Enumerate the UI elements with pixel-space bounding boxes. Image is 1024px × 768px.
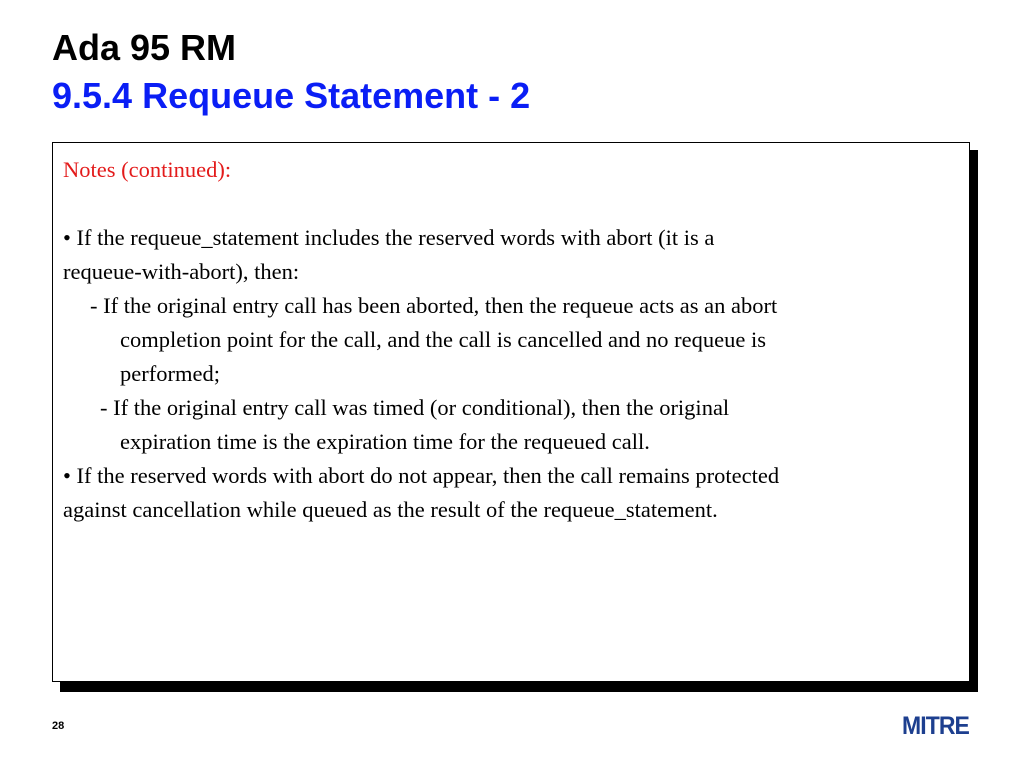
sub-item-2-cont: expiration time is the expiration time for the requeued call. xyxy=(120,429,650,454)
sub-item-2: - If the original entry call was timed (or conditional), then the original xyxy=(100,395,730,420)
page-number: 28 xyxy=(52,720,65,732)
mitre-logo: MITRE xyxy=(902,712,969,740)
notes-heading: Notes (continued): xyxy=(63,157,232,182)
sub-item-1-cont-b: performed; xyxy=(120,361,220,386)
sub-item-1: - If the original entry call has been aborted, then the requeue acts as an abort xyxy=(90,293,778,318)
sub-item-1-cont-a: completion point for the call, and the call is cancelled and no requeue is xyxy=(120,327,767,352)
slide-subtitle: 9.5.4 Requeue Statement - 2 xyxy=(52,75,531,116)
bullet-line-2-cont: against cancellation while queued as the result of the requeue_statement. xyxy=(63,497,718,522)
blank-line xyxy=(63,187,975,221)
bullet-line-2: • If the reserved words with abort do not appear, then the call remains protected xyxy=(63,463,780,488)
notes-box xyxy=(52,142,970,682)
slide-title: Ada 95 RM xyxy=(52,27,237,68)
notes-content xyxy=(63,153,975,527)
bullet-line-1: • If the requeue_statement includes the reserved words with abort (it is a xyxy=(63,225,715,250)
bullet-line-1-cont: requeue-with-abort), then: xyxy=(63,259,300,284)
